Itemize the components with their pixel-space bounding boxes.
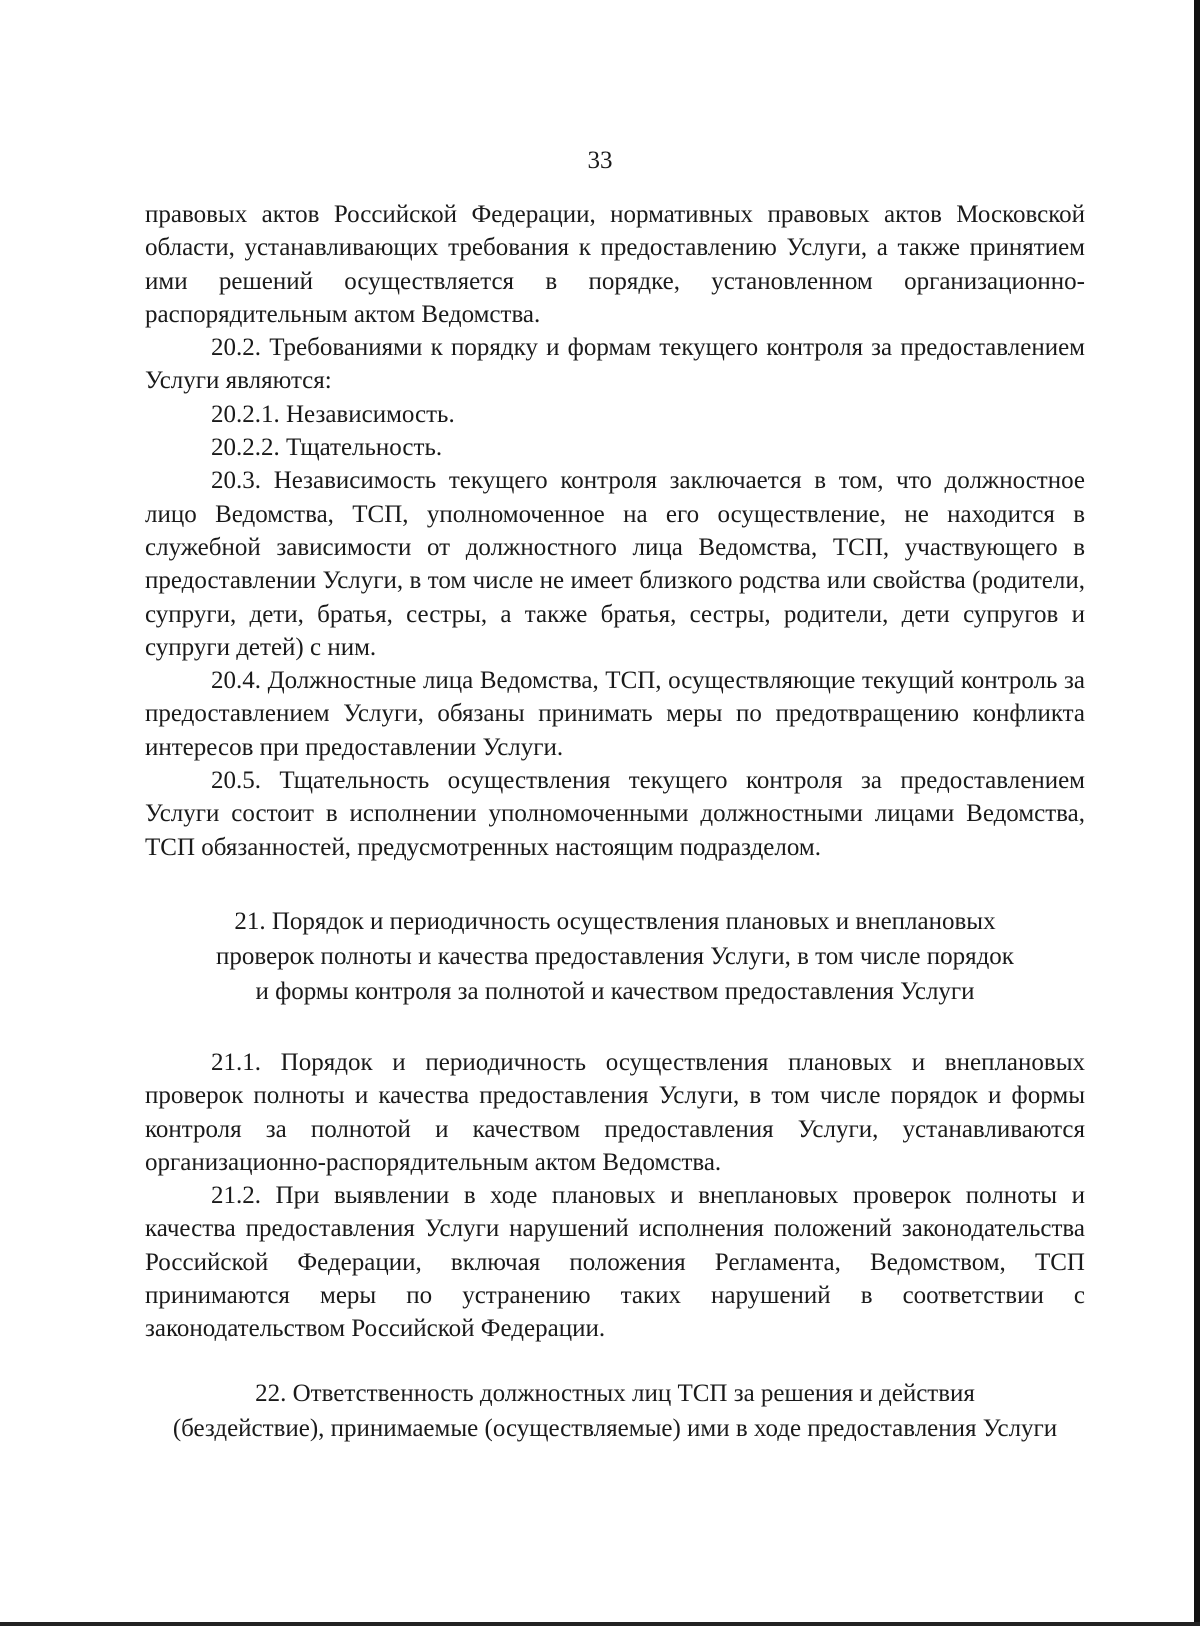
paragraph-20-4: 20.4. Должностные лица Ведомства, ТСП, осуществляющие текущий контроль за предоставлением Услуги, обязаны принимать меры по предотвращению конфликта интересов при предоставлении Услуги. — [145, 667, 1085, 761]
paragraph-21-2: 21.2. При выявлении в ходе плановых и внеплановых проверок полноты и качества предоставления Услуги нарушений исполнения положений законодательства Российской Федерации, включая положения Регламента, Ведомством, ТСП принимаются меры по устранению таких нарушений в соответствии с законодательством Российской Федерации. — [145, 1182, 1085, 1343]
paragraph-20-5: 20.5. Тщательность осуществления текущего контроля за предоставлением Услуги состоит в исполнении уполномоченными должностными лицами Ведомства, ТСП обязанностей, предусмотренных настоящим подразделом. — [145, 767, 1085, 861]
paragraph-20-2: 20.2. Требованиями к порядку и формам текущего контроля за предоставлением Услуги являются: — [145, 334, 1085, 395]
section-21-heading — [145, 904, 1085, 1009]
section-21-body — [145, 1046, 1085, 1346]
section-22-heading-line-1: 22. Ответственность должностных лиц ТСП за решения и действия — [255, 1380, 975, 1407]
paragraph-20-3: 20.3. Независимость текущего контроля заключается в том, что должностное лицо Ведомства, ТСП, уполномоченное на его осуществление, не находится в служебной зависимости от должностного лица Ведомства, ТСП, участвующего в предоставлении Услуги, в том числе не имеет близкого родства или свойства (родители, супруги, дети, братья, сестры, а также братья, сестры, родители, дети супругов и супруги детей) с ним. — [145, 467, 1085, 661]
section-22-heading — [145, 1376, 1085, 1446]
section-22-heading-line-2: (бездействие), принимаемые (осуществляемые) ими в ходе предоставления Услуги — [172, 1415, 1058, 1442]
scan-edge-bottom — [0, 1622, 1200, 1626]
section-21-heading-line-3: и формы контроля за полнотой и качеством предоставления Услуги — [255, 978, 975, 1005]
paragraph-20-2-1: 20.2.1. Независимость. — [211, 400, 455, 428]
section-20-body — [145, 198, 1085, 864]
paragraph-21-1: 21.1. Порядок и периодичность осуществления плановых и внеплановых проверок полноты и качества предоставления Услуги, в том числе порядок и формы контроля за полнотой и качеством предоставления Услуги, устанавливаются организационно-распорядительным актом Ведомства. — [145, 1049, 1085, 1176]
section-21-heading-line-1: 21. Порядок и периодичность осуществления плановых и внеплановых — [234, 908, 996, 935]
paragraph-continuation: правовых актов Российской Федерации, нормативных правовых актов Московской области, устанавливающих требования к предоставлению Услуги, а также принятием ими решений осуществляется в порядке, установленном организационно-распорядительным актом Ведомства. — [145, 201, 1085, 328]
section-21-heading-line-2: проверок полноты и качества предоставления Услуги, в том числе порядок — [216, 943, 1014, 970]
scan-edge-right — [1194, 0, 1200, 1626]
paragraph-20-2-2: 20.2.2. Тщательность. — [211, 434, 443, 462]
page-number: 33 — [587, 147, 613, 174]
